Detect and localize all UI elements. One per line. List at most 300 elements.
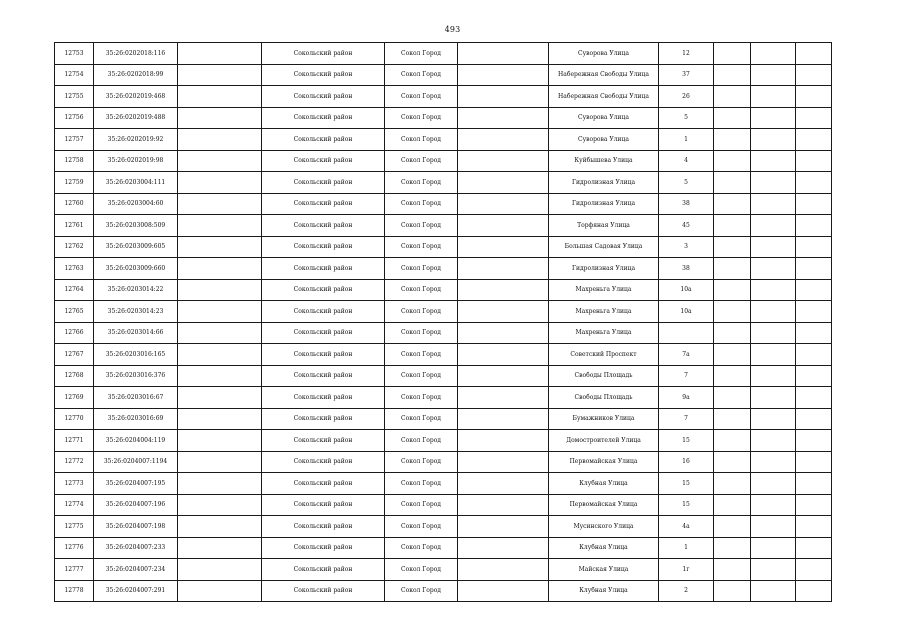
settlement-cell: Сокол Город [385,64,458,86]
empty-cell-b [458,537,549,559]
empty-cell-b [458,236,549,258]
table-row [55,559,832,581]
empty-cell-b [458,322,549,344]
extra-cell-1 [714,193,751,215]
empty-cell-a [178,150,262,172]
extra-cell-1 [714,236,751,258]
extra-cell-1 [714,172,751,194]
row-number-cell: 12757 [55,129,94,151]
empty-cell-b [458,516,549,538]
settlement-cell: Сокол Город [385,408,458,430]
house-number-cell: 7 [659,365,714,387]
row-number-cell: 12764 [55,279,94,301]
house-number-cell: 4 [659,150,714,172]
settlement-cell: Сокол Город [385,279,458,301]
extra-cell-3 [796,279,832,301]
empty-cell-a [178,494,262,516]
extra-cell-2 [751,172,796,194]
district-cell: Сокольский район [262,322,385,344]
settlement-cell: Сокол Город [385,559,458,581]
row-number-cell: 12778 [55,580,94,602]
street-cell: Гидролизная Улица [549,172,659,194]
settlement-cell: Сокол Город [385,322,458,344]
cadastral-number-cell: 35:26:0202019:92 [94,129,178,151]
extra-cell-3 [796,86,832,108]
street-cell: Клубная Улица [549,580,659,602]
house-number-cell: 45 [659,215,714,237]
extra-cell-1 [714,64,751,86]
house-number-cell: 1г [659,559,714,581]
extra-cell-2 [751,473,796,495]
cadastral-number-cell: 35:26:0204007:233 [94,537,178,559]
settlement-cell: Сокол Город [385,193,458,215]
settlement-cell: Сокол Город [385,451,458,473]
district-cell: Сокольский район [262,301,385,323]
house-number-cell: 1 [659,129,714,151]
table-row [55,408,832,430]
extra-cell-2 [751,107,796,129]
district-cell: Сокольский район [262,236,385,258]
street-cell: Набережная Свободы Улица [549,64,659,86]
extra-cell-2 [751,537,796,559]
settlement-cell: Сокол Город [385,172,458,194]
extra-cell-3 [796,172,832,194]
empty-cell-a [178,516,262,538]
extra-cell-3 [796,64,832,86]
empty-cell-a [178,322,262,344]
street-cell: Махреньга Улица [549,322,659,344]
street-cell: Бумажников Улица [549,408,659,430]
cadastral-number-cell: 35:26:0204004:119 [94,430,178,452]
cadastral-number-cell: 35:26:0203016:376 [94,365,178,387]
street-cell: Куйбышева Улица [549,150,659,172]
empty-cell-a [178,172,262,194]
cadastral-number-cell: 35:26:0203016:69 [94,408,178,430]
empty-cell-a [178,64,262,86]
extra-cell-3 [796,322,832,344]
extra-cell-2 [751,129,796,151]
extra-cell-2 [751,43,796,65]
table-row [55,580,832,602]
empty-cell-a [178,258,262,280]
extra-cell-1 [714,387,751,409]
cadastral-number-cell: 35:26:0203014:22 [94,279,178,301]
row-number-cell: 12770 [55,408,94,430]
extra-cell-1 [714,580,751,602]
row-number-cell: 12766 [55,322,94,344]
district-cell: Сокольский район [262,193,385,215]
empty-cell-b [458,150,549,172]
extra-cell-3 [796,258,832,280]
extra-cell-1 [714,86,751,108]
empty-cell-a [178,193,262,215]
extra-cell-3 [796,107,832,129]
district-cell: Сокольский район [262,43,385,65]
house-number-cell: 1 [659,537,714,559]
table-row [55,322,832,344]
street-cell: Махреньга Улица [549,279,659,301]
street-cell: Клубная Улица [549,473,659,495]
extra-cell-2 [751,236,796,258]
cadastral-number-cell: 35:26:0204007:196 [94,494,178,516]
extra-cell-2 [751,193,796,215]
empty-cell-a [178,107,262,129]
settlement-cell: Сокол Город [385,344,458,366]
extra-cell-1 [714,43,751,65]
extra-cell-1 [714,107,751,129]
empty-cell-a [178,537,262,559]
table-row [55,451,832,473]
district-cell: Сокольский район [262,408,385,430]
row-number-cell: 12771 [55,430,94,452]
extra-cell-2 [751,387,796,409]
district-cell: Сокольский район [262,344,385,366]
settlement-cell: Сокол Город [385,301,458,323]
extra-cell-1 [714,537,751,559]
row-number-cell: 12768 [55,365,94,387]
district-cell: Сокольский район [262,580,385,602]
empty-cell-b [458,64,549,86]
extra-cell-2 [751,580,796,602]
row-number-cell: 12754 [55,64,94,86]
empty-cell-a [178,387,262,409]
table-row [55,258,832,280]
cadastral-number-cell: 35:26:0203014:66 [94,322,178,344]
extra-cell-2 [751,451,796,473]
empty-cell-b [458,365,549,387]
cadastral-number-cell: 35:26:0202019:488 [94,107,178,129]
cadastral-number-cell: 35:26:0204007:195 [94,473,178,495]
cadastral-number-cell: 35:26:0203004:111 [94,172,178,194]
extra-cell-1 [714,344,751,366]
row-number-cell: 12777 [55,559,94,581]
house-number-cell: 15 [659,494,714,516]
extra-cell-2 [751,215,796,237]
empty-cell-b [458,215,549,237]
empty-cell-a [178,215,262,237]
empty-cell-b [458,193,549,215]
extra-cell-1 [714,559,751,581]
empty-cell-b [458,107,549,129]
row-number-cell: 12767 [55,344,94,366]
cadastral-number-cell: 35:26:0204007:234 [94,559,178,581]
row-number-cell: 12755 [55,86,94,108]
settlement-cell: Сокол Город [385,258,458,280]
table-row [55,516,832,538]
extra-cell-3 [796,387,832,409]
row-number-cell: 12772 [55,451,94,473]
district-cell: Сокольский район [262,258,385,280]
extra-cell-3 [796,301,832,323]
extra-cell-2 [751,494,796,516]
row-number-cell: 12758 [55,150,94,172]
house-number-cell: 9а [659,387,714,409]
table-row [55,365,832,387]
extra-cell-1 [714,408,751,430]
district-cell: Сокольский район [262,365,385,387]
empty-cell-b [458,129,549,151]
row-number-cell: 12774 [55,494,94,516]
extra-cell-3 [796,473,832,495]
row-number-cell: 12769 [55,387,94,409]
district-cell: Сокольский район [262,150,385,172]
cadastral-number-cell: 35:26:0203004:60 [94,193,178,215]
empty-cell-b [458,301,549,323]
extra-cell-3 [796,451,832,473]
extra-cell-3 [796,236,832,258]
district-cell: Сокольский район [262,64,385,86]
settlement-cell: Сокол Город [385,580,458,602]
cadastral-number-cell: 35:26:0202018:99 [94,64,178,86]
registry-table [54,42,832,602]
house-number-cell: 38 [659,258,714,280]
street-cell: Набережная Свободы Улица [549,86,659,108]
extra-cell-3 [796,430,832,452]
district-cell: Сокольский район [262,494,385,516]
extra-cell-2 [751,279,796,301]
street-cell: Суворова Улица [549,129,659,151]
extra-cell-2 [751,301,796,323]
street-cell: Первомайская Улица [549,451,659,473]
extra-cell-1 [714,258,751,280]
house-number-cell: 15 [659,430,714,452]
extra-cell-2 [751,344,796,366]
house-number-cell: 2 [659,580,714,602]
extra-cell-1 [714,322,751,344]
empty-cell-a [178,451,262,473]
empty-cell-b [458,559,549,581]
settlement-cell: Сокол Город [385,537,458,559]
house-number-cell [659,322,714,344]
extra-cell-3 [796,365,832,387]
table-row [55,279,832,301]
empty-cell-a [178,129,262,151]
table-row [55,193,832,215]
page-number: 493 [444,25,461,34]
table-row [55,86,832,108]
extra-cell-3 [796,559,832,581]
cadastral-number-cell: 35:26:0202019:98 [94,150,178,172]
row-number-cell: 12776 [55,537,94,559]
settlement-cell: Сокол Город [385,150,458,172]
cadastral-number-cell: 35:26:0204007:1194 [94,451,178,473]
empty-cell-b [458,387,549,409]
table-row [55,236,832,258]
row-number-cell: 12773 [55,473,94,495]
settlement-cell: Сокол Город [385,86,458,108]
extra-cell-2 [751,322,796,344]
district-cell: Сокольский район [262,129,385,151]
street-cell: Свободы Площадь [549,387,659,409]
settlement-cell: Сокол Город [385,494,458,516]
extra-cell-2 [751,365,796,387]
street-cell: Суворова Улица [549,107,659,129]
house-number-cell: 5 [659,107,714,129]
extra-cell-2 [751,258,796,280]
empty-cell-a [178,43,262,65]
empty-cell-a [178,236,262,258]
empty-cell-b [458,258,549,280]
district-cell: Сокольский район [262,387,385,409]
row-number-cell: 12760 [55,193,94,215]
district-cell: Сокольский район [262,537,385,559]
house-number-cell: 10а [659,301,714,323]
district-cell: Сокольский район [262,451,385,473]
settlement-cell: Сокол Город [385,129,458,151]
row-number-cell: 12759 [55,172,94,194]
table-row [55,494,832,516]
cadastral-number-cell: 35:26:0203016:165 [94,344,178,366]
cadastral-number-cell: 35:26:0203009:660 [94,258,178,280]
house-number-cell: 7а [659,344,714,366]
empty-cell-a [178,408,262,430]
cadastral-number-cell: 35:26:0203008:509 [94,215,178,237]
cadastral-number-cell: 35:26:0202018:116 [94,43,178,65]
row-number-cell: 12762 [55,236,94,258]
house-number-cell: 12 [659,43,714,65]
extra-cell-1 [714,215,751,237]
settlement-cell: Сокол Город [385,516,458,538]
street-cell: Большая Садовая Улица [549,236,659,258]
row-number-cell: 12761 [55,215,94,237]
table-row [55,537,832,559]
empty-cell-b [458,408,549,430]
house-number-cell: 4а [659,516,714,538]
empty-cell-a [178,344,262,366]
extra-cell-2 [751,430,796,452]
district-cell: Сокольский район [262,86,385,108]
extra-cell-2 [751,559,796,581]
table-row [55,150,832,172]
extra-cell-3 [796,193,832,215]
extra-cell-1 [714,473,751,495]
district-cell: Сокольский район [262,473,385,495]
district-cell: Сокольский район [262,172,385,194]
house-number-cell: 37 [659,64,714,86]
empty-cell-b [458,279,549,301]
empty-cell-a [178,301,262,323]
registry-body [55,43,832,602]
table-row [55,107,832,129]
empty-cell-a [178,430,262,452]
table-row [55,215,832,237]
house-number-cell: 16 [659,451,714,473]
house-number-cell: 3 [659,236,714,258]
empty-cell-a [178,86,262,108]
empty-cell-b [458,43,549,65]
empty-cell-b [458,86,549,108]
extra-cell-1 [714,430,751,452]
street-cell: Торфяная Улица [549,215,659,237]
row-number-cell: 12775 [55,516,94,538]
district-cell: Сокольский район [262,215,385,237]
row-number-cell: 12756 [55,107,94,129]
extra-cell-1 [714,516,751,538]
extra-cell-3 [796,494,832,516]
table-row [55,64,832,86]
empty-cell-b [458,172,549,194]
extra-cell-3 [796,215,832,237]
cadastral-number-cell: 35:26:0202019:468 [94,86,178,108]
district-cell: Сокольский район [262,516,385,538]
district-cell: Сокольский район [262,107,385,129]
cadastral-number-cell: 35:26:0203009:605 [94,236,178,258]
settlement-cell: Сокол Город [385,430,458,452]
settlement-cell: Сокол Город [385,387,458,409]
settlement-cell: Сокол Город [385,365,458,387]
district-cell: Сокольский район [262,559,385,581]
empty-cell-a [178,559,262,581]
house-number-cell: 26 [659,86,714,108]
street-cell: Махреньга Улица [549,301,659,323]
extra-cell-3 [796,408,832,430]
table-row [55,301,832,323]
settlement-cell: Сокол Город [385,43,458,65]
empty-cell-b [458,473,549,495]
extra-cell-3 [796,516,832,538]
empty-cell-a [178,580,262,602]
house-number-cell: 38 [659,193,714,215]
extra-cell-1 [714,451,751,473]
street-cell: Советский Проспект [549,344,659,366]
district-cell: Сокольский район [262,430,385,452]
row-number-cell: 12753 [55,43,94,65]
empty-cell-b [458,344,549,366]
street-cell: Майская Улица [549,559,659,581]
street-cell: Домостроителей Улица [549,430,659,452]
settlement-cell: Сокол Город [385,473,458,495]
street-cell: Суворова Улица [549,43,659,65]
empty-cell-a [178,365,262,387]
extra-cell-3 [796,537,832,559]
extra-cell-1 [714,301,751,323]
empty-cell-b [458,451,549,473]
cadastral-number-cell: 35:26:0204007:291 [94,580,178,602]
empty-cell-a [178,279,262,301]
table-row [55,129,832,151]
extra-cell-3 [796,129,832,151]
table-row [55,387,832,409]
row-number-cell: 12763 [55,258,94,280]
extra-cell-2 [751,64,796,86]
street-cell: Первомайская Улица [549,494,659,516]
house-number-cell: 5 [659,172,714,194]
table-row [55,430,832,452]
table-row [55,344,832,366]
table-row [55,172,832,194]
street-cell: Мусинского Улица [549,516,659,538]
extra-cell-1 [714,150,751,172]
extra-cell-2 [751,516,796,538]
extra-cell-2 [751,150,796,172]
extra-cell-1 [714,129,751,151]
extra-cell-3 [796,344,832,366]
street-cell: Гидролизная Улица [549,193,659,215]
extra-cell-3 [796,150,832,172]
settlement-cell: Сокол Город [385,107,458,129]
house-number-cell: 15 [659,473,714,495]
empty-cell-b [458,580,549,602]
extra-cell-3 [796,580,832,602]
cadastral-number-cell: 35:26:0203016:67 [94,387,178,409]
house-number-cell: 10а [659,279,714,301]
street-cell: Гидролизная Улица [549,258,659,280]
settlement-cell: Сокол Город [385,236,458,258]
row-number-cell: 12765 [55,301,94,323]
settlement-cell: Сокол Город [385,215,458,237]
extra-cell-1 [714,365,751,387]
table-row [55,473,832,495]
